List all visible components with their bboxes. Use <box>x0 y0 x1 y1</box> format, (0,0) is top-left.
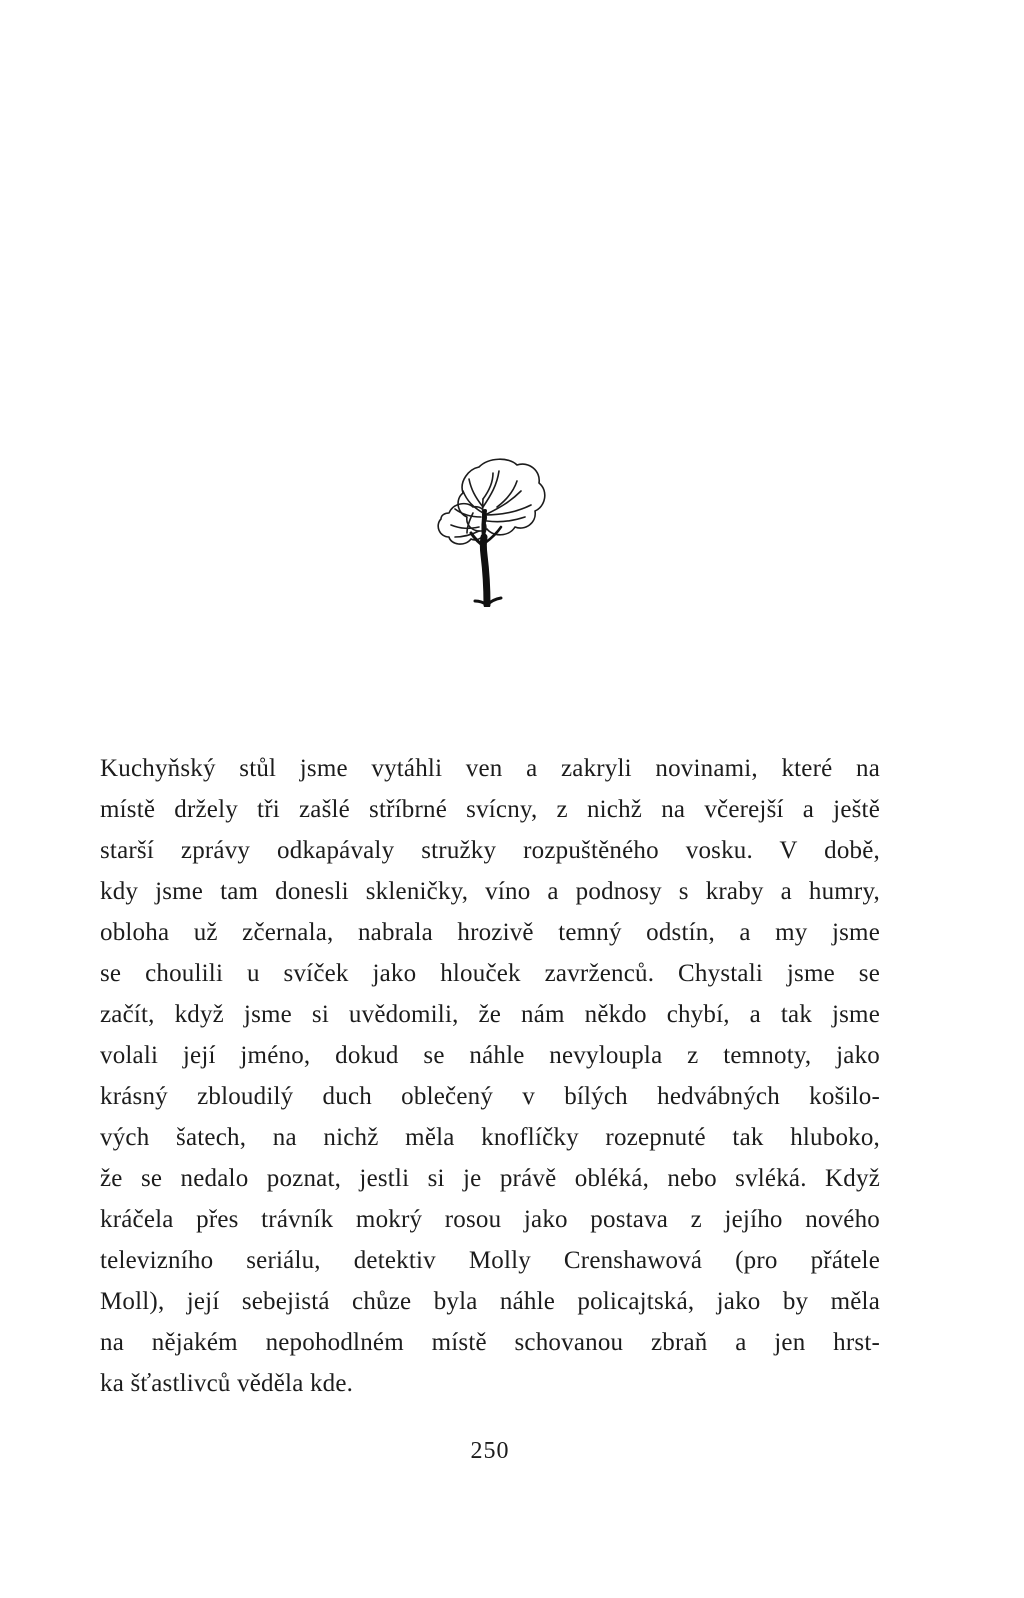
text-line: začít, když jsme si uvědomili, že nám někdo chybí, a tak jsme <box>100 1001 880 1028</box>
text-line: kráčela přes trávník mokrý rosou jako postava z jejího nového <box>100 1206 880 1233</box>
text-line: obloha už zčernala, nabrala hrozivě temný odstín, a my jsme <box>100 919 880 946</box>
text-line: televizního seriálu, detektiv Molly Crenshawová (pro přátele <box>100 1247 880 1274</box>
text-line: krásný zbloudilý duch oblečený v bílých hedvábných košilo- <box>100 1083 880 1110</box>
text-line: se choulili u svíček jako hlouček zavrženců. Chystali jsme se <box>100 960 880 987</box>
text-line: místě držely tři zašlé stříbrné svícny, z nichž na včerejší a ještě <box>100 796 880 823</box>
text-line: že se nedalo poznat, jestli si je právě obléká, nebo svléká. Když <box>100 1165 880 1192</box>
text-line: kdy jsme tam donesli skleničky, víno a podnosy s kraby a humry, <box>100 878 880 905</box>
text-line: na nějakém nepohodlném místě schovanou zbraň a jen hrst- <box>100 1329 880 1356</box>
paragraph <box>100 748 880 1404</box>
text-line: volali její jméno, dokud se náhle nevyloupla z temnoty, jako <box>100 1042 880 1069</box>
text-line: vých šatech, na nichž měla knoflíčky rozepnuté tak hluboko, <box>100 1124 880 1151</box>
text-line: ka šťastlivců věděla kde. <box>100 1370 354 1397</box>
text-line: Kuchyňský stůl jsme vytáhli ven a zakryli novinami, které na <box>100 755 880 782</box>
tree-ornament-icon <box>427 455 549 607</box>
text-line: starší zprávy odkapávaly stružky rozpuštěného vosku. V době, <box>100 837 880 864</box>
text-line: Moll), její sebejistá chůze byla náhle policajtská, jako by měla <box>100 1288 880 1315</box>
page-number: 250 <box>470 1438 510 1464</box>
